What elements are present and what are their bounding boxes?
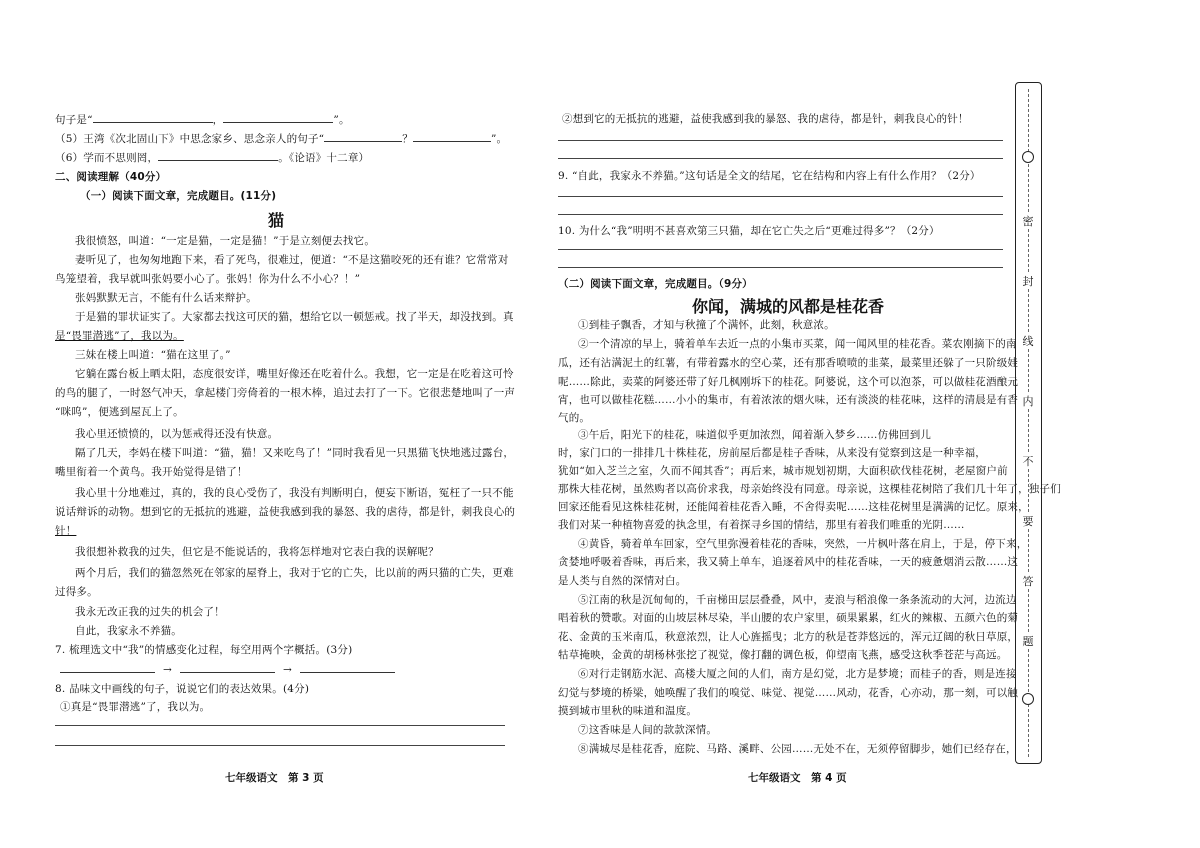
binding-hole-icon (1022, 151, 1034, 163)
blank[interactable] (93, 112, 213, 123)
paragraph-line: 回家还能看见这株桂花树，还能闻着桂花香入睡，不舍得卖呢……这桂花树里是满满的记忆。原来， (558, 501, 1029, 513)
paragraph-line: 我心里十分地难过，真的，我的良心受伤了，我没有判断明白，便妄下断语，冤枉了一只不能 (75, 487, 514, 499)
question-5 (55, 131, 507, 146)
paragraph-line: 犹如“如入芝兰之室，久而不闻其香”；再后来，城市规划初期，大面积砍伐桂花树，老屋窗户前 (558, 465, 1008, 477)
paragraph-line: 唱着秋的赞歌。对面的山坡层林尽染，半山腰的农户家里，硕果累累，红火的辣椒、五颜六色的菊 (558, 612, 1019, 624)
question-7: 7. 梳理选文中“我”的情感变化过程，每空用两个字概括。(3分) (55, 644, 353, 656)
paragraph-line: 三妹在楼上叫道：“猫在这里了。” (75, 349, 231, 361)
page-3 (0, 0, 540, 848)
paragraph-line: ③午后，阳光下的桂花，味道似乎更加浓烈，闻着渐入梦乡……仿佛回到儿 (578, 429, 932, 441)
binding-char: 密 (1019, 213, 1037, 229)
answer-line[interactable] (558, 158, 1003, 159)
arrow-icon: → (163, 664, 172, 676)
arrow-icon: → (283, 664, 292, 676)
binding-char: 封 (1019, 273, 1037, 289)
paragraph-line: 于是猫的罪状证实了。大家都去找这可厌的猫，想给它以一顿惩戒。找了半天，却没找到。真 (75, 311, 514, 323)
blank[interactable] (324, 131, 402, 142)
binding-char: 不 (1019, 453, 1037, 469)
paragraph-line: 我很愤怒，叫道：“一定是猫，一定是猫！”于是立刻便去找它。 (75, 235, 376, 247)
paragraph-line: 是人类与自然的深情对白。 (558, 575, 687, 587)
question-9: 9. “自此，我家永不养猫。”这句话是全文的结尾，它在结构和内容上有什么作用？（2分） (558, 170, 981, 182)
paragraph-line: 宵，也可以做桂花糕……小小的集市，有着浓浓的烟火味，还有淡淡的桂花味，这样的清晨是有香 (558, 394, 1019, 406)
question-6 (55, 150, 369, 165)
part-heading: （一）阅读下面文章，完成题目。(11分) (80, 190, 277, 202)
page-footer: 七年级语文 第 3 页 (225, 772, 324, 784)
paragraph-line: 张妈默默无言，不能有什么话来辩护。 (75, 292, 257, 304)
paragraph-line: 过得多。 (55, 586, 98, 598)
q4-end: ”。 (333, 114, 350, 126)
paragraph-line: 那株大桂花树，虽然购者以高价求我，母亲始终没有同意。母亲说，这棵桂花树陪了我们几十年了，独子们 (558, 483, 1061, 495)
paragraph-line: 幻觉与梦境的桥梁，她唤醒了我们的嗅觉、味觉、视觉……风动，花香，心亦动，那一刻，可以触 (558, 687, 1019, 699)
q4-comma: ， (212, 114, 224, 126)
answer-line[interactable] (558, 140, 1003, 141)
paragraph-line: 它躺在露台板上晒太阳，态度很安详，嘴里好像还在吃着什么。我想，它一定是在吃着这可怜 (75, 368, 514, 380)
paragraph-line: 气的。 (558, 412, 591, 424)
binding-char: 题 (1019, 633, 1037, 649)
paragraph-line: ⑤江南的秋是沉甸甸的，千亩梯田层层叠叠，风中，麦浪与稻浪像一条条流动的大河，边流边 (578, 594, 1017, 606)
q4-answer-line (55, 112, 350, 127)
paragraph-line: 我永无改正我的过失的机会了！ (75, 606, 225, 618)
paragraph-line: 嘴里衔着一个黄鸟。我开始觉得是错了！ (55, 466, 248, 478)
paragraph-line: 我很想补救我的过失，但它是不能说话的，我将怎样地对它表白我的误解呢？ (75, 546, 439, 558)
page-4 (540, 0, 1061, 848)
paragraph-line: 鸟笼望着，我早就叫张妈要小心了。张妈！你为什么不小心？！” (55, 273, 361, 285)
binding-char: 线 (1019, 333, 1037, 349)
article-title: 你闻，满城的风都是桂花香 (692, 297, 885, 316)
paragraph-line: 我们对某一种植物喜爱的执念里，有着探寻乡国的情结，那里有着我们唯重的光阴…… (558, 519, 965, 531)
part-heading: （二）阅读下面文章，完成题目。（9分） (558, 278, 753, 290)
q6-end: 。《论语》十二章） (278, 152, 370, 164)
paragraph-line: ⑥对行走钢筋水泥、高楼大厦之间的人们，南方是幻觉，北方是梦境；而桂子的香，则是连接 (578, 668, 1017, 680)
answer-line[interactable] (558, 267, 1003, 268)
paragraph-line: 妻听见了，也匆匆地跑下来，看了死鸟，很难过，便道：“不是这猫咬死的还有谁？它常常对 (75, 254, 509, 266)
blank[interactable] (180, 662, 275, 673)
binding-char: 答 (1019, 573, 1037, 589)
paragraph-line: 摸到城市里秋的味道和温度。 (558, 705, 698, 717)
paragraph-line: 隔了几天，李妈在楼下叫道：“猫，猫！又来吃鸟了！”同时我看见一只黑猫飞快地逃过露台， (75, 447, 515, 459)
answer-line[interactable] (55, 745, 505, 746)
paragraph-line: 花、金黄的玉米南瓜，秋意浓烈，让人心旌摇曳；北方的秋是苍莽悠远的，浑元辽阔的秋日草原， (558, 631, 1019, 643)
paragraph-line: 时，家门口的一排排几十株桂花，房前屋后都是桂子香味，从来没有觉察到这是一种幸福， (558, 447, 986, 459)
question-10: 10. 为什么“我”明明不甚喜欢第三只猫，却在它亡失之后“更难过得多”？（2分） (558, 225, 940, 237)
binding-char: 内 (1019, 393, 1037, 409)
blank[interactable] (60, 662, 155, 673)
paragraph-line: ②一个清凉的早上，骑着单车去近一点的小集市买菜，闻一闻风里的桂花香。菜农刚摘下的南 (578, 338, 1017, 350)
blank[interactable] (223, 112, 333, 123)
blank[interactable] (158, 150, 278, 161)
paragraph-line: 呢……除此，卖菜的阿婆还带了好几枫刚坼下的桂花。阿婆说，这个可以泡茶，可以做桂花酒酿元 (558, 376, 1019, 388)
paragraph-line: 说话辩诉的动物。想到它的无抵抗的逃避，益使我感到我的暴怒、我的虐待，都是针，刺我良心的 (55, 506, 516, 518)
paragraph-line: “咪呜”，便逃到屋瓦上了。 (55, 406, 184, 418)
blank[interactable] (300, 662, 395, 673)
binding-char: 要 (1019, 513, 1037, 529)
binding-dash-line (1028, 89, 1029, 757)
paragraph-line: 牯草掩映，金黄的胡杨林张挖了视觉，像打翻的调色板，仰望南飞燕，感受这秋季苍茫与高远。 (558, 649, 1008, 661)
section-heading: 二、阅读理解（40分） (55, 171, 167, 183)
binding-margin (1015, 82, 1042, 764)
paragraph-line: ①到桂子飘香，才知与秋撞了个满怀，此刻，秋意浓。 (578, 319, 835, 331)
paragraph-line: ⑦这香味是人间的款款深情。 (578, 724, 718, 736)
page-footer: 七年级语文 第 4 页 (748, 772, 847, 784)
underlined-sentence-2-end: 针！ (55, 525, 77, 537)
q5-text: （5）王湾《次北固山下》中思念家乡、思念亲人的句子“ (55, 133, 325, 145)
binding-hole-icon (1022, 693, 1034, 705)
answer-line[interactable] (55, 725, 505, 726)
paragraph-line: 瓜，还有沾满泥土的红薯，有带着露水的空心菜，还有那香喷喷的韭菜，最菜里还躲了一只阶级娃 (558, 357, 1019, 369)
q5-mid: ？ (402, 133, 413, 145)
answer-line[interactable] (558, 196, 1003, 197)
answer-line[interactable] (558, 214, 1003, 215)
paragraph-line: 我心里还愤愤的，以为惩戒得还没有快意。 (75, 428, 279, 440)
underlined-sentence-1: 是“畏罪潜逃”了，我以为。 (55, 330, 184, 342)
paragraph-line: 贪婪地呼吸着香味，再后来，我又骑上单车，追逐着风中的桂花香味，一天的疲惫烟消云散……这 (558, 556, 1019, 568)
q6-text: （6）学而不思则罔， (55, 152, 159, 164)
q8-item-2: ②想到它的无抵抗的逃避，益使我感到我的暴怒、我的虐待，都是针，刺我良心的针！ (562, 113, 969, 125)
paragraph-line: 两个月后，我们的猫忽然死在邻家的屋脊上，我对于它的亡失，比以前的两只猫的亡失，更难 (75, 567, 514, 579)
paragraph-line: ⑧满城尽是桂花香，庭院、马路、溪畔、公园……无处不在，无须停留脚步，她们已经存在， (578, 743, 1017, 755)
q4-prefix: 句子是“ (55, 114, 93, 126)
paragraph-line: 的鸟的腿了，一时怒气冲天，拿起楼门旁倚着的一根木棒，追过去打了一下。它很悲楚地叫了一声 (55, 387, 516, 399)
article-title: 猫 (268, 211, 285, 230)
paragraph-line: ④黄昏，骑着单车回家，空气里弥漫着桂花的香味，突然，一片枫叶落在肩上，于是，停下来， (578, 538, 1028, 550)
blank[interactable] (413, 131, 491, 142)
answer-line[interactable] (558, 249, 1003, 250)
q7-answer-row (60, 662, 395, 677)
question-8: 8. 品味文中画线的句子，说说它们的表达效果。(4分) (55, 683, 310, 695)
q8-item-1: ①真是“畏罪潜逃”了，我以为。 (60, 701, 211, 713)
q5-end: ”。 (490, 133, 508, 145)
paragraph-line: 自此，我家永不养猫。 (75, 625, 182, 637)
